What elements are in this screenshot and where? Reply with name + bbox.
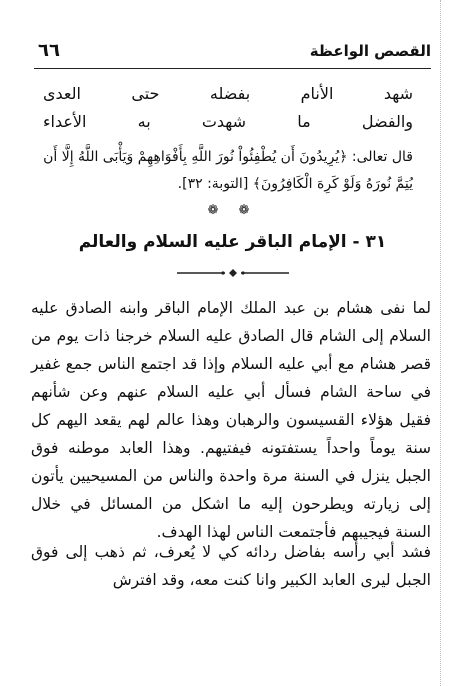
quran-quote: قال تعالى: ﴿يُرِيدُونَ أَن يُطْفِئُواْ نُورَ اللَّهِ بِأَفْوَاهِهِمْ وَيَأْبَى اللَّهُ إِلَّا أَن يُتِمَّ نُورَهُ وَلَوْ كَرِهَ الْكَافِرُونَ﴾ [التوبة: ٣٢]. bbox=[43, 149, 413, 192]
header-rule bbox=[34, 68, 431, 69]
book-title: القصص الواعظة bbox=[309, 42, 431, 60]
page-edge bbox=[440, 0, 442, 686]
poem-verse-2: والفضل ما شهدت به الأعداء bbox=[43, 112, 413, 131]
page-header bbox=[34, 40, 431, 66]
section-heading: ٣١ - الإمام الباقر عليه السلام والعالم bbox=[78, 232, 387, 252]
page-number: ٦٦ bbox=[38, 40, 60, 61]
body-paragraph-2: فشد أبي رأسه بفاضل ردائه كي لا يُعرف، ثم ذهب إلى فوق الجبل ليرى العابد الكبير وانا كنت معه، وقد افترش bbox=[31, 543, 431, 589]
heading-ornament bbox=[175, 268, 291, 278]
body-paragraph-1: لما نفى هشام بن عبد الملك الإمام الباقر وابنه الصادق عليه السلام إلى الشام قال الصادق عليه السلام خرجنا ذات يوم من قصر هشام مع أبي عليه السلام وإذا قد اجتمع الناس جمع غفير في ساحة الشام فسأل أبي عليه السلام عنهم وعن شأنهم فقيل هؤلاء القسيسون والرهبان وهذا عالم لهم يقعد اليهم كل سنة يوماً واحداً يستفتونه فيفتيهم. وهذا العابد موطنه فوق الجبل ينزل في السنة مرة واحدة والناس من المسيحيين يأتون إلى زيارته ويطرحون إليه ما اشكل من المسائل في خلال السنة فيجيبهم فأجتمعت الناس لهذا الهدف. bbox=[31, 299, 431, 541]
poem-verse-1: شهد الأنام بفضله حتى العدى bbox=[43, 84, 413, 103]
section-separator: ❁ ❁ bbox=[207, 203, 258, 218]
